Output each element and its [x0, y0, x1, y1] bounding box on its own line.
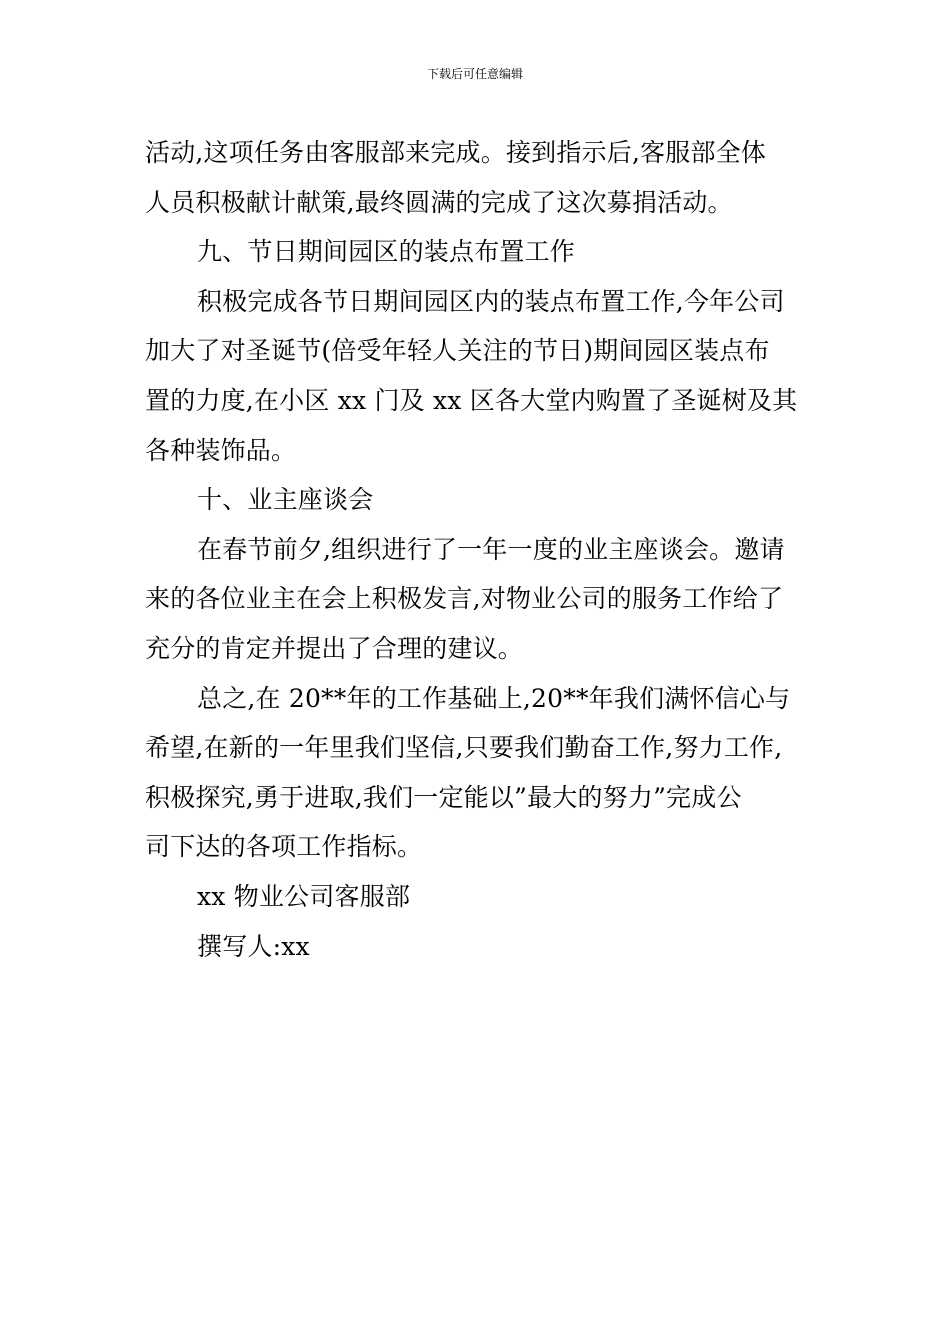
- paragraph-line: 各种装饰品。: [145, 435, 297, 465]
- paragraph-line: 希望,在新的一年里我们坚信,只要我们勤奋工作,努力工作,: [145, 733, 783, 763]
- paragraph-line: 置的力度,在小区 xx 门及 xx 区各大堂内购置了圣诞树及其: [145, 385, 798, 415]
- signature-author: 撰写人:xx: [197, 931, 310, 961]
- paragraph-line: 活动,这项任务由客服部来完成。接到指示后,客服部全体: [145, 138, 767, 167]
- signature-organization: xx 物业公司客服部: [197, 881, 411, 911]
- paragraph-line: 在春节前夕,组织进行了一年一度的业主座谈会。邀请: [197, 534, 785, 564]
- page-header: 下载后可任意编辑: [426, 67, 523, 81]
- paragraph-line: 积极探究,勇于进取,我们一定能以”最大的努力”完成公: [145, 782, 742, 812]
- paragraph-line: 司下达的各项工作指标。: [145, 832, 423, 862]
- paragraph-line: 来的各位业主在会上积极发言,对物业公司的服务工作给了: [145, 584, 784, 614]
- section-heading-9: 九、节日期间园区的装点布置工作: [197, 237, 576, 267]
- paragraph-line: 充分的肯定并提出了合理的建议。: [145, 633, 524, 663]
- document-body: [145, 128, 810, 971]
- paragraph-line: 人员积极献计献策,最终圆满的完成了这次募捐活动。: [145, 187, 733, 217]
- paragraph-line: 加大了对圣诞节(倍受年轻人关注的节日)期间园区装点布: [145, 336, 770, 366]
- section-heading-10: 十、业主座谈会: [197, 485, 374, 515]
- paragraph-line: 总之,在 20**年的工作基础上,20**年我们满怀信心与: [197, 683, 791, 713]
- paragraph-line: 积极完成各节日期间园区内的装点布置工作,今年公司: [197, 286, 785, 316]
